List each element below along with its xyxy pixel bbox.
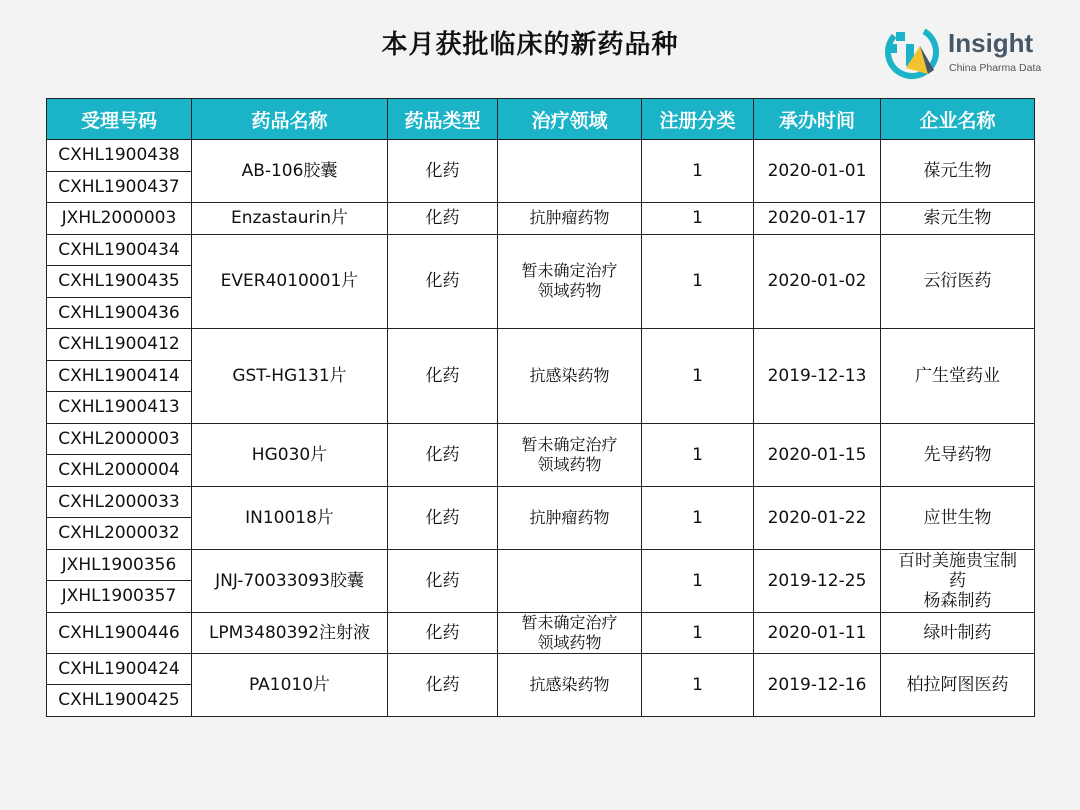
cell-category: 1 [642,203,754,235]
cell-id: CXHL1900446 [47,612,192,653]
cell-type: 化药 [388,612,498,653]
cell-name: HG030片 [192,423,388,486]
cell-category: 1 [642,234,754,329]
cell-id: CXHL1900434 [47,234,192,266]
table-header-row [47,99,1035,140]
cell-area: 抗肿瘤药物 [498,203,642,235]
header-area: 治疗领域 [498,99,642,140]
cell-date: 2020-01-01 [754,140,881,203]
cell-category: 1 [642,423,754,486]
cell-company: 葆元生物 [881,140,1035,203]
drug-table [46,98,1035,717]
cell-area: 抗感染药物 [498,329,642,424]
cell-company: 应世生物 [881,486,1035,549]
table-row [47,612,1035,653]
table-row [47,486,1035,518]
cell-type: 化药 [388,234,498,329]
cell-category: 1 [642,329,754,424]
table-row [47,423,1035,455]
cell-company: 绿叶制药 [881,612,1035,653]
cell-type: 化药 [388,329,498,424]
cell-id: CXHL1900437 [47,171,192,203]
cell-type: 化药 [388,203,498,235]
cell-type: 化药 [388,549,498,612]
cell-id: CXHL1900435 [47,266,192,298]
table-row [47,549,1035,581]
cell-company: 百时美施贵宝制 药 杨森制药 [881,549,1035,612]
header-company: 企业名称 [881,99,1035,140]
cell-name: JNJ-70033093胶囊 [192,549,388,612]
table-row [47,329,1035,361]
cell-id: CXHL1900414 [47,360,192,392]
cell-company: 云衍医药 [881,234,1035,329]
cell-id: JXHL1900357 [47,581,192,613]
insight-logo-icon [884,24,944,84]
cell-name: IN10018片 [192,486,388,549]
cell-name: GST-HG131片 [192,329,388,424]
cell-date: 2019-12-16 [754,653,881,716]
cell-type: 化药 [388,653,498,716]
cell-name: EVER4010001片 [192,234,388,329]
table-row [47,234,1035,266]
cell-id: CXHL1900412 [47,329,192,361]
table-row [47,203,1035,235]
cell-id: CXHL2000003 [47,423,192,455]
cell-name: AB-106胶囊 [192,140,388,203]
cell-date: 2020-01-02 [754,234,881,329]
cell-area [498,140,642,203]
cell-id: CXHL2000004 [47,455,192,487]
header-date: 承办时间 [754,99,881,140]
cell-date: 2019-12-13 [754,329,881,424]
header-id: 受理号码 [47,99,192,140]
cell-id: CXHL2000032 [47,518,192,550]
insight-logo [884,24,1064,84]
cell-id: CXHL1900425 [47,685,192,717]
logo-tagline: China Pharma Data [949,62,1042,74]
cell-id: JXHL2000003 [47,203,192,235]
cell-type: 化药 [388,140,498,203]
cell-id: CXHL1900413 [47,392,192,424]
cell-id: CXHL2000033 [47,486,192,518]
cell-id: CXHL1900438 [47,140,192,172]
cell-company: 索元生物 [881,203,1035,235]
cell-type: 化药 [388,486,498,549]
cell-type: 化药 [388,423,498,486]
cell-company: 柏拉阿图医药 [881,653,1035,716]
header-category: 注册分类 [642,99,754,140]
cell-area [498,549,642,612]
logo-name: Insight [948,28,1034,58]
cell-area: 暂未确定治疗 领域药物 [498,234,642,329]
cell-id: CXHL1900424 [47,653,192,685]
cell-date: 2020-01-15 [754,423,881,486]
cell-category: 1 [642,140,754,203]
cell-category: 1 [642,612,754,653]
cell-date: 2020-01-22 [754,486,881,549]
cell-category: 1 [642,653,754,716]
header-type: 药品类型 [388,99,498,140]
page-title: 本月获批临床的新药品种 [381,30,679,60]
cell-name: PA1010片 [192,653,388,716]
cell-id: JXHL1900356 [47,549,192,581]
cell-company: 先导药物 [881,423,1035,486]
cell-company: 广生堂药业 [881,329,1035,424]
table-row [47,140,1035,172]
cell-category: 1 [642,486,754,549]
cell-date: 2019-12-25 [754,549,881,612]
cell-name: Enzastaurin片 [192,203,388,235]
cell-area: 暂未确定治疗 领域药物 [498,612,642,653]
cell-name: LPM3480392注射液 [192,612,388,653]
cell-date: 2020-01-11 [754,612,881,653]
cell-id: CXHL1900436 [47,297,192,329]
cell-area: 抗肿瘤药物 [498,486,642,549]
cell-date: 2020-01-17 [754,203,881,235]
cell-area: 抗感染药物 [498,653,642,716]
table-body [47,140,1035,717]
cell-area: 暂未确定治疗 领域药物 [498,423,642,486]
header-name: 药品名称 [192,99,388,140]
table-row [47,653,1035,685]
cell-category: 1 [642,549,754,612]
